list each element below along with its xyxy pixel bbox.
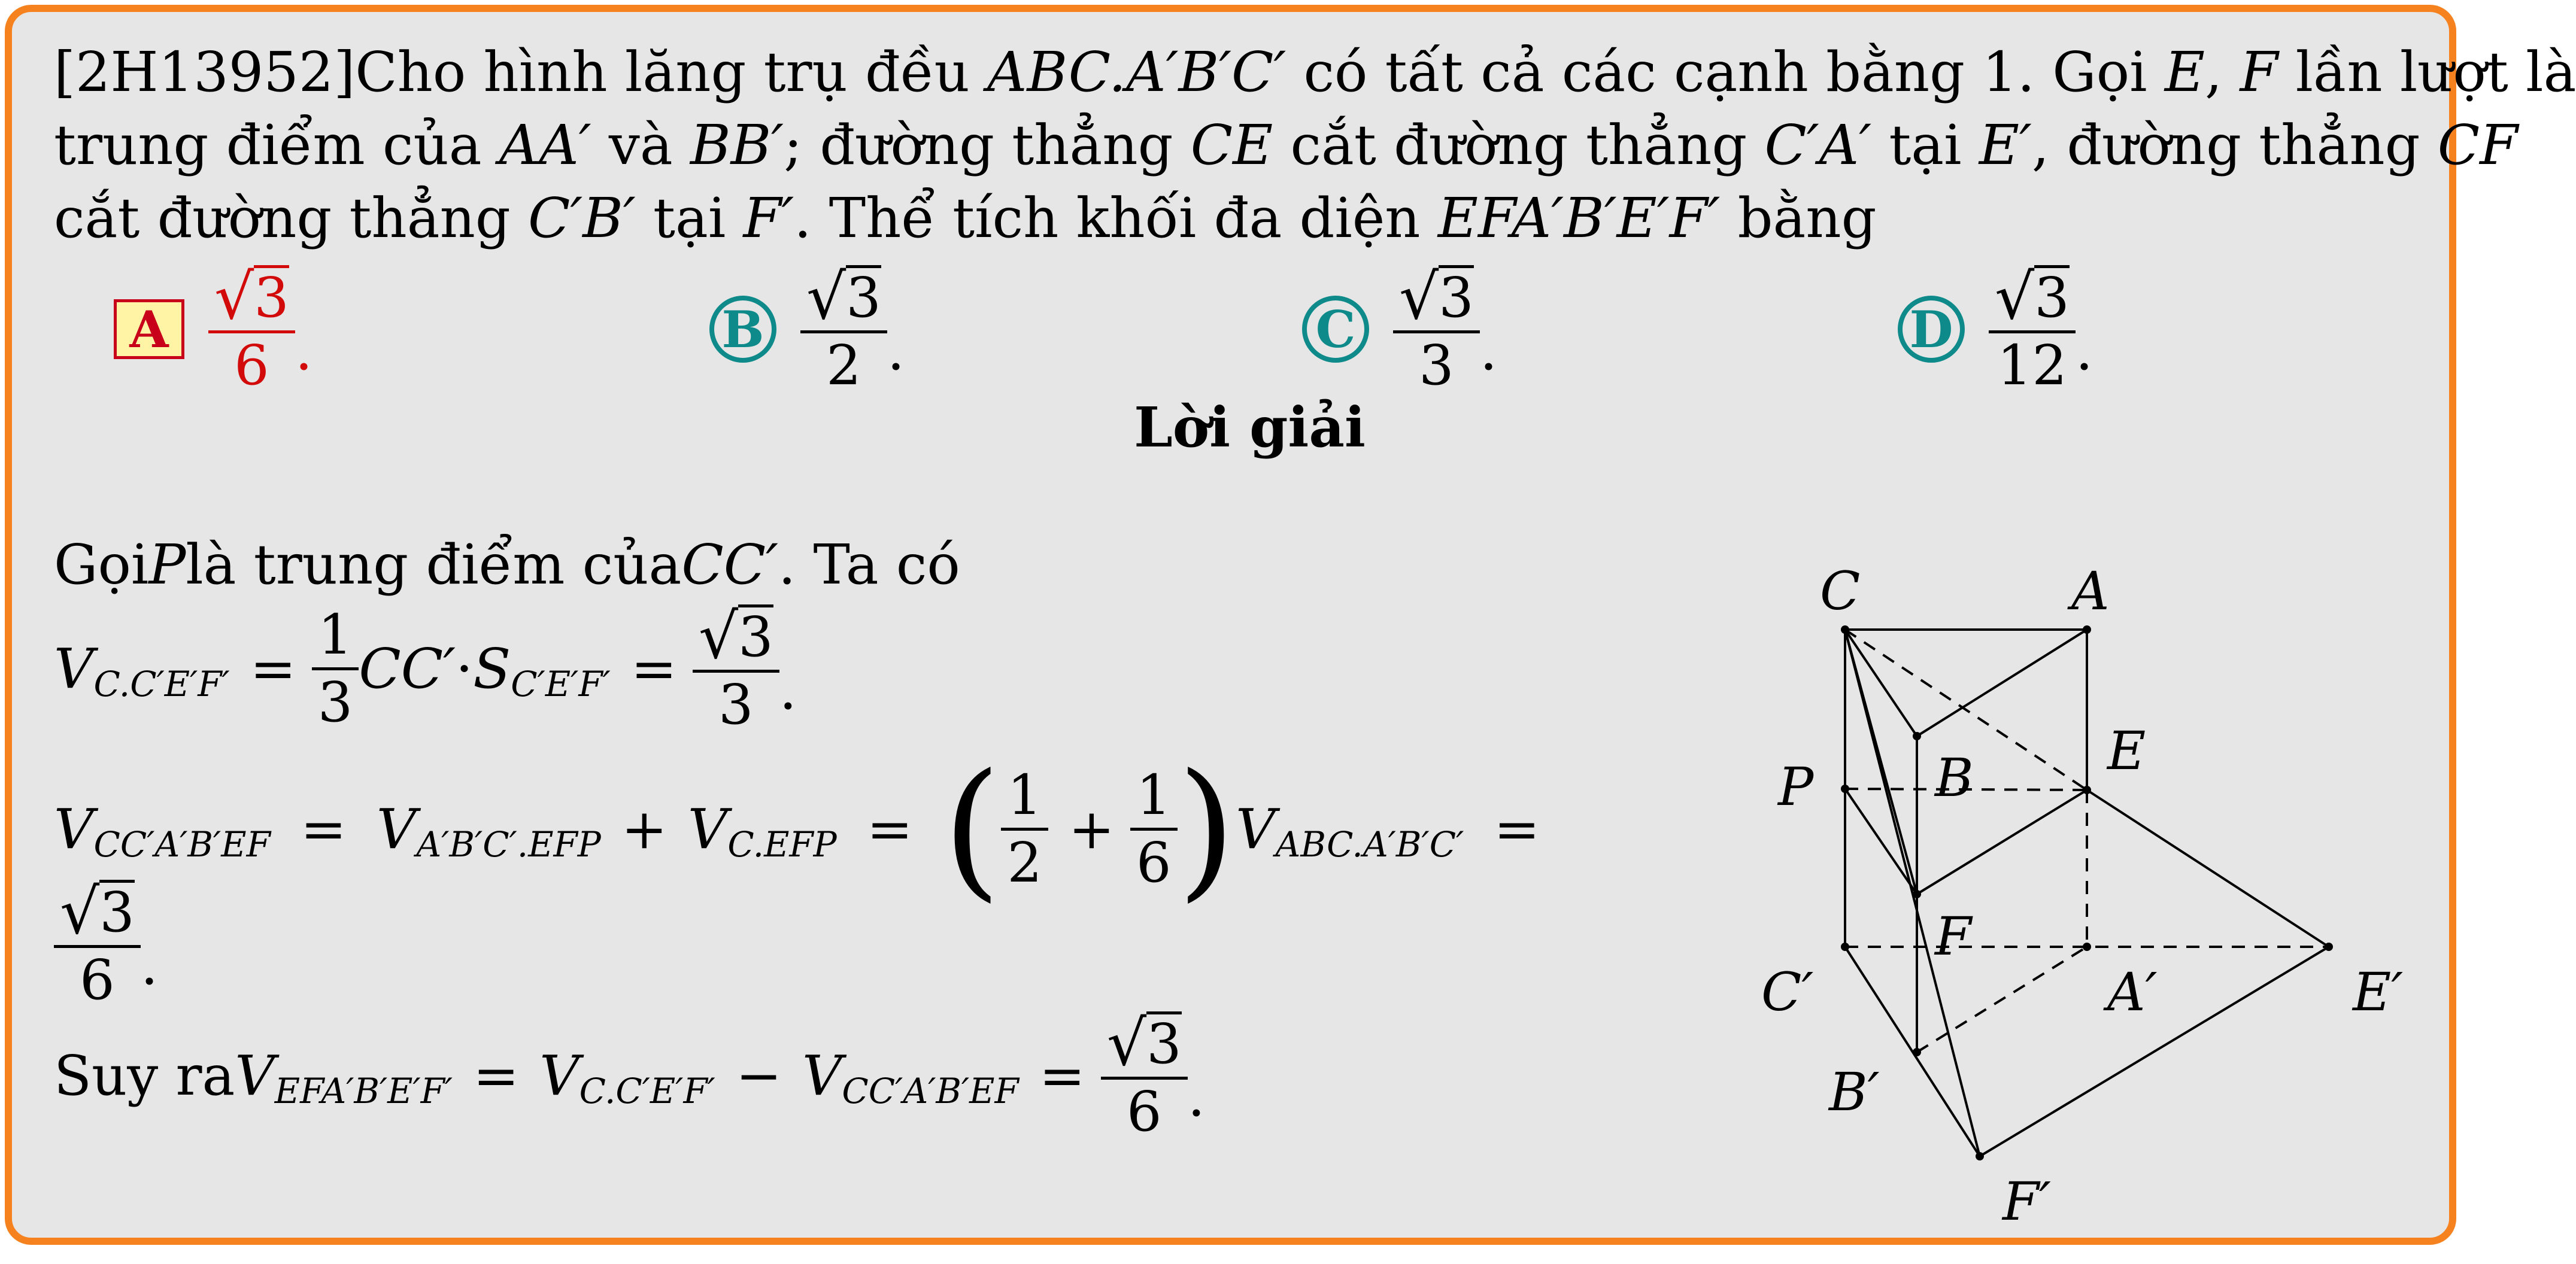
problem-line-2: trung điểm của AA′ và BB′; đường thẳng CE cắt đường thẳng C′A′ tại E′, đường thẳng CF (54, 113, 2518, 177)
choice-a[interactable]: A √ 3 6 . (114, 251, 312, 407)
choice-a-fraction: √ 3 6 (208, 265, 295, 393)
problem-line-1: [2H13952]Cho hình lăng trụ đều ABC.A′B′C′ có tất cả các cạnh bằng 1. Gọi E, F lần lượt là (54, 40, 2576, 104)
choice-d-fraction: √ 3 12 (1989, 265, 2076, 393)
choice-d[interactable]: D √ 3 12 . (1898, 251, 2093, 407)
point-P (1841, 785, 1849, 793)
solution-line-4: √ 3 6 . (54, 880, 158, 1008)
point-E (2083, 786, 2091, 794)
choice-c-badge: C (1302, 296, 1369, 363)
label-A: A (2071, 560, 2110, 622)
label-Bp: B′ (1829, 1061, 1880, 1123)
frac-one-half: 1 2 (1001, 768, 1048, 891)
label-F: F (1935, 906, 1972, 967)
label-B: B (1935, 747, 1974, 809)
choice-b-fraction: √ 3 2 (800, 265, 887, 393)
prism-figure (12, 12, 2576, 1262)
label-Fp: F′ (2002, 1171, 2052, 1232)
point-C (1841, 625, 1849, 634)
choice-c-fraction: √ 3 3 (1393, 265, 1480, 393)
point-F (1913, 890, 1921, 898)
frac-final: √ 3 6 (1101, 1011, 1188, 1140)
frac-result: √ 3 6 (54, 880, 141, 1008)
point-A (2083, 625, 2091, 634)
point-B (1913, 732, 1921, 740)
label-E: E (2107, 720, 2146, 782)
point-Bp (1913, 1048, 1921, 1056)
edge-CB (1845, 630, 1917, 736)
edge-PF (1845, 789, 1917, 894)
point-Fp (1976, 1152, 1984, 1160)
solution-line-1: Gọi P là trung điểm của CC′ . Ta có (54, 533, 960, 597)
label-Ep: E′ (2353, 961, 2404, 1023)
edge-BA (1917, 630, 2087, 736)
solution-line-2: V C.C′E′F′ = 1 3 CC′ · S C′E′F′ = √ 3 3 . (54, 600, 797, 737)
label-C: C (1820, 560, 1861, 622)
choice-c[interactable]: C √ 3 3 . (1302, 251, 1497, 407)
choice-d-badge: D (1898, 296, 1965, 363)
point-Ap (2083, 943, 2091, 951)
solution-line-5: Suy ra V EFA′B′E′F′ = V C.C′E′F′ − V CC′A′B′EF = √ 3 6 . (54, 1007, 1205, 1144)
choice-a-badge: A (114, 299, 184, 359)
solution-line-3: V CC′A′B′EF = V A′B′C′.EFP + V C.EFP = ( 1 2 + 1 6 ) V ABC.A′B′C′ = (54, 742, 1540, 916)
choice-b[interactable]: B √ 3 2 . (709, 251, 905, 407)
problem-line-3: cắt đường thẳng C′B′ tại F′. Thể tích khối đa diện EFA′B′E′F′ bằng (54, 186, 1877, 250)
edge-EEp (2087, 790, 2329, 947)
edge-CpFp (1845, 947, 1980, 1156)
choice-b-badge: B (709, 296, 776, 363)
frac-one-third: 1 3 (312, 607, 359, 730)
label-P: P (1778, 756, 1814, 818)
point-Ep (2325, 943, 2333, 951)
label-Ap: A′ (2107, 961, 2158, 1023)
point-Cp (1841, 943, 1849, 951)
label-Cp: C′ (1761, 961, 1814, 1023)
frac-sqrt3-over-3: √ 3 3 (693, 604, 779, 733)
solution-heading: Lời giải (1134, 395, 1366, 460)
frac-one-sixth: 1 6 (1130, 768, 1178, 891)
problem-code: [2H13952] (54, 40, 356, 104)
problem-card (5, 5, 2576, 1245)
